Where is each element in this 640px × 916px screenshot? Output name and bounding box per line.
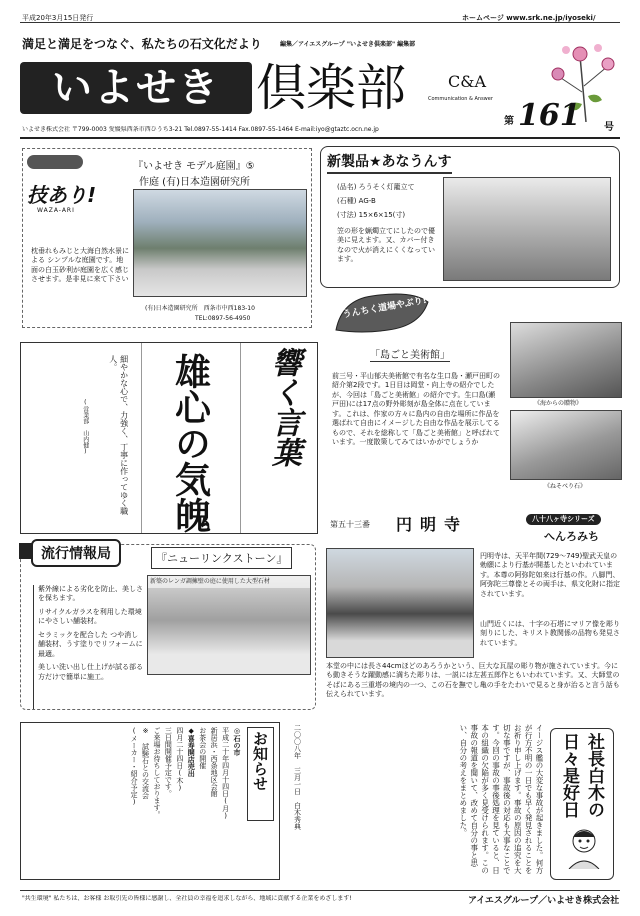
sculpture-photo-1 bbox=[510, 322, 622, 398]
kotoba-section bbox=[20, 342, 318, 534]
ryuko-bullets bbox=[33, 585, 143, 709]
oshirase-item-4: お茶会の開催 bbox=[198, 727, 207, 769]
essay-signature: 二〇〇八年 三月一日 白木秀典 bbox=[293, 724, 302, 830]
ryuko-bullet-2: リサイクルガラスを利用した環境にやさしい舗装材。 bbox=[38, 607, 142, 626]
shinseihin-heading: 新製品★あなうんす bbox=[327, 151, 452, 174]
ryuko-product: 『ニューリンクストーン』 bbox=[151, 547, 292, 569]
oshirase-list bbox=[25, 727, 241, 877]
oshirase-item-2: 平成二十年四月十四日(月) bbox=[221, 727, 230, 820]
ryuko-bullet-4: 美しい洗い出し仕上げが試る部る方だけで簡単に施工。 bbox=[38, 663, 143, 681]
logo-main: いよせき bbox=[52, 65, 220, 111]
henro-body-3: 本堂の中には長さ44cmほどのあろうかという、巨大な瓦屋の彫り物が施されています。今にも動きそうな躍動感に満ちた彫りは、一説には左甚五郎作ともいわれています。又、大師堂のそばにある三重塔の境内の一つ、この石を撫でし亀の手をたわいで見ると身が治ると言う話も伝えられています。 bbox=[326, 662, 620, 699]
oshirase-item-3: 新居浜・西条地区会館 bbox=[210, 727, 219, 797]
calligraphy-text: 雄心の気魄 bbox=[169, 353, 212, 533]
henro-series: へんろみち bbox=[544, 530, 599, 543]
waza-tab bbox=[27, 155, 83, 169]
waza-heading: 技あり! bbox=[27, 183, 97, 207]
waza-heading-small: WAZA-ARI bbox=[37, 207, 75, 214]
oshirase-item-9: ※ 試験石との交流会 bbox=[141, 727, 150, 799]
essay-title: 社長白木の日々是好日 bbox=[559, 733, 604, 818]
essay-section bbox=[292, 724, 618, 884]
waza-tel: TEL:0897-56-4950 bbox=[195, 315, 251, 322]
homepage-url[interactable]: ホームページ www.srk.ne.jp/iyoseki/ bbox=[462, 14, 596, 22]
company-rule bbox=[20, 137, 620, 139]
logo-ca-sub: Communication & Answer bbox=[428, 96, 493, 102]
kotoba-quote: 細やかな心で、力強く、丁寧に作ってゆく職人。 bbox=[108, 355, 129, 515]
footer-company: アイエスグループ／いよせき株式会社 bbox=[468, 896, 620, 906]
issue-prefix: 第 bbox=[504, 116, 514, 127]
linkstone-photo bbox=[147, 575, 311, 675]
footer-text: "共生環境" 私たちは、お客様 お取引先の皆様に感謝し、全社員の幸福を追求しながら、地域に貢献する企業をめざします! bbox=[22, 895, 352, 902]
waza-caption: (有)日本造園研究所 西条市中西183-10 bbox=[145, 305, 255, 312]
garden-photo bbox=[133, 189, 307, 297]
waza-article-title: 『いよせき モデル庭園』⑤ bbox=[133, 161, 255, 172]
dojo-body: 前三号・平山郁夫美術館で有名な生口島・瀬戸田町の紹介第2段です。1日目は岡堂・向上寺の紹介でしたが、今回は「島ごと美術館」の紹介です。生口島(瀬戸田)には17点の野外彫刻が島全体に点在しています。これは、作家の方々に島内の自由な場所に作品を選ばれて自由にイメージした自由な作品を展示してるもので、それを総称して「島ごと美術館」と呼ばれています。一度散策してみてはいかがでしょうか bbox=[332, 372, 500, 447]
waza-body: 枕垂れもみじと大海白然水景による シンプルな庭園です。地面の白玉砂利が庭園を広く感じさせます。是非見に来て下さい bbox=[31, 247, 129, 284]
shinseihin-desc: 笠の形を蝋燭立てにしたので優美に見えます。又、カバー付きなので火が消えにくくなっています。 bbox=[337, 227, 435, 264]
sculpture-photo-2 bbox=[510, 410, 622, 480]
oshirase-item-7: 三日間開催予定です。 bbox=[164, 727, 173, 797]
dojo-title: 「島ごと美術館」 bbox=[370, 346, 450, 362]
issue-suffix: 号 bbox=[604, 122, 614, 133]
temple-photo bbox=[326, 548, 474, 658]
oshirase-item-5: ◆喜寿開店売出 bbox=[187, 727, 196, 777]
oshirase-item-6: 四月二十四日(木) bbox=[175, 727, 184, 792]
linkstone-photo-caption: 新築のレンガ調擁壁の庭に使用した大型石材 bbox=[148, 576, 310, 588]
company-line: いよせき株式会社 〒799-0003 愛媛県西条市西ひうち3-21 Tel.0897-55-1414 Fax.0897-55-1464 E-mail:iyo@gtaztc.ocn.ne.jp bbox=[22, 126, 379, 133]
header-rule bbox=[20, 22, 620, 23]
publisher: 編集／アイエスグループ "いよせき倶楽部" 編集部 bbox=[280, 41, 416, 48]
ryuko-section bbox=[20, 544, 316, 710]
henro-number: 第五十三番 bbox=[330, 520, 370, 529]
oshirase-item-8: ご来場お待ちしております。 bbox=[152, 727, 161, 818]
calligraphy-panel bbox=[141, 343, 241, 533]
henro-badge: 八十八ヶ寺シリーズ bbox=[526, 514, 601, 525]
president-portrait-icon bbox=[567, 825, 601, 869]
oshirase-item-10: (メーカー・紹介予定) bbox=[130, 727, 139, 806]
waza-article-sub: 作庭 (有)日本造園研究所 bbox=[139, 177, 250, 188]
shinseihin-section bbox=[320, 146, 620, 288]
tagline: 満足と満足をつなぐ、私たちの石文化だより bbox=[22, 37, 262, 51]
issue-date: 平成20年3月15日発行 bbox=[22, 14, 94, 22]
oshirase-section bbox=[20, 722, 280, 880]
issue-number: 161 bbox=[518, 98, 581, 133]
essay-body: イージス艦の大変な事故が起きました。何方が行方不明の一日でも早く発見されることをお祈り申し上げます。事故の原因の追究を大切な事ですが、事故後の対応も大事なことです。今回の事故の事後処理を見ていると、日本の組織の欠陥が多く見受けられます。この事故の報道を聞いて、改めて自分の事と思い、自分の考えをまとめました。 bbox=[458, 724, 544, 874]
waza-section bbox=[22, 148, 312, 328]
spec-name: (品名) ろうそく灯籠立て bbox=[337, 183, 415, 191]
logo-block bbox=[20, 62, 252, 114]
henro-temple: 円明寺 bbox=[396, 515, 469, 534]
oshirase-item-1: ◎石の市 bbox=[233, 727, 241, 756]
ryuko-bullet-3: セラミックを配合した つや消し舗装材、うす塗りでリフォームに最適。 bbox=[38, 630, 143, 658]
logo-ca: C&A bbox=[448, 72, 487, 91]
dojo-caption-2: 《ねそべり石》 bbox=[544, 483, 587, 490]
lantern-photo bbox=[443, 177, 611, 281]
dojo-badge: うんちく道場やぶり! bbox=[342, 295, 428, 321]
kotoba-title: 響く言葉 bbox=[266, 347, 301, 467]
essay-title-box bbox=[550, 728, 614, 880]
henro-body-2: 山門近くには、十字の石塔にマリア像を彫り刻りにした、キリスト教関係の品物も発見されています。 bbox=[480, 620, 620, 647]
henro-body-1: 円明寺は、天平年間(729〜749)聖武天皇の勅願により行基が開基したといわれています。本尊の阿弥陀如来は行基の作。八脚門、阿弥陀三尊像とその両手は、県文化財に指定されています。 bbox=[480, 552, 620, 598]
spec-size: (寸法) 15×6×15(寸) bbox=[337, 211, 406, 219]
dojo-caption-1: 《海からの贈物》 bbox=[534, 400, 583, 407]
oshirase-heading: お知らせ bbox=[247, 727, 274, 821]
footer-rule bbox=[20, 890, 620, 891]
spec-stone: (石種) AG-B bbox=[337, 197, 376, 205]
ryuko-heading: 流行情報局 bbox=[31, 539, 121, 567]
ryuko-bullet-1: 紫外線による劣化を防止、美しさを保ちます。 bbox=[38, 585, 143, 603]
logo-sub: 倶楽部 bbox=[256, 59, 406, 117]
kotoba-author: (営業部 山内健) bbox=[81, 399, 89, 455]
